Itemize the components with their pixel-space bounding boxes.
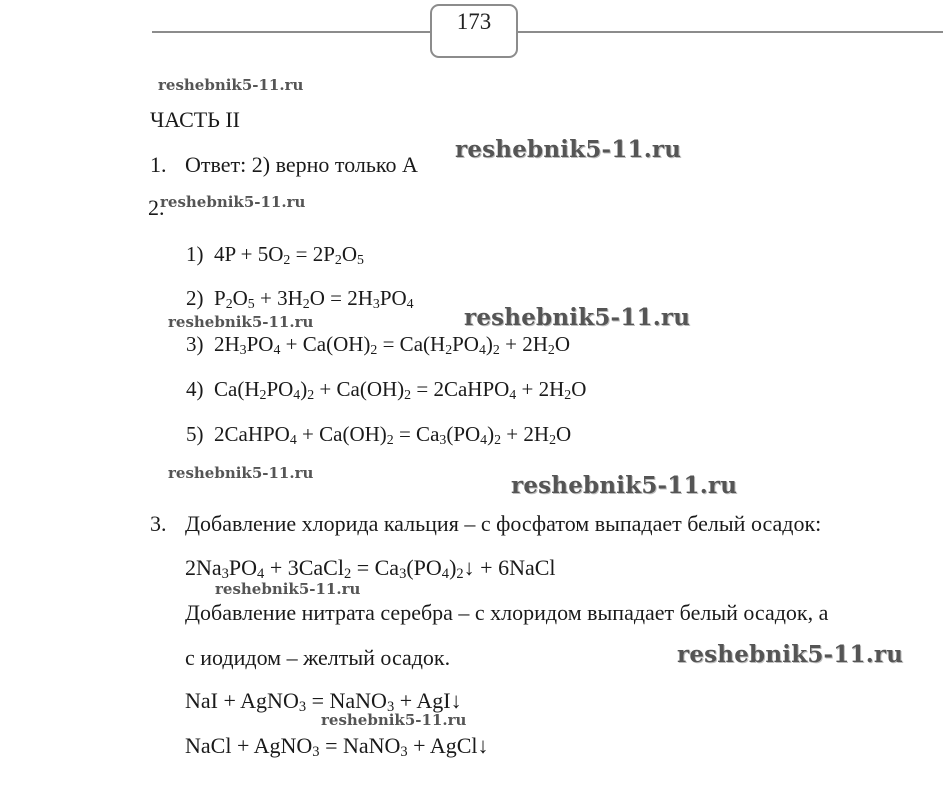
question-3-line-3: с иодидом – желтый осадок.: [185, 645, 451, 670]
watermark: reshebnik5-11.ru: [168, 313, 314, 331]
equation-silver-iodide: NaI + AgNO$_3$ = NaNO$_3$ + AgI↓: [185, 688, 462, 716]
watermark: reshebnik5-11.ru: [511, 472, 738, 499]
header-rule-right: [518, 31, 943, 33]
question-3-number: 3.: [150, 511, 167, 536]
question-1-number: 1.: [150, 152, 167, 177]
reaction-3: 3) $2H_3PO_4 + Ca(OH)_2 = Ca(H_2PO_4)_2 + 2H_2O$: [186, 332, 570, 358]
page-number: 173: [456, 9, 492, 34]
reaction-2: 2) $P_2O_5 + 3H_2O = 2H_3PO_4$: [186, 286, 414, 312]
reaction-number: 2): [186, 286, 204, 310]
watermark: reshebnik5-11.ru: [215, 580, 361, 598]
question-1-answer: Ответ: 2) верно только А: [185, 152, 418, 177]
question-2-number: 2.: [148, 195, 165, 220]
question-3-line-1: Добавление хлорида кальция – с фосфатом выпадает белый осадок:: [185, 511, 822, 536]
watermark: reshebnik5-11.ru: [677, 641, 904, 668]
watermark: reshebnik5-11.ru: [321, 711, 467, 729]
watermark: reshebnik5-11.ru: [160, 193, 306, 211]
reaction-5: 5) 2CaHPO$_4$ + $Ca(OH)_2 = Ca_3(PO_4)_2 + 2H_2O$: [186, 422, 572, 448]
header-rule-left: [152, 31, 430, 33]
watermark: reshebnik5-11.ru: [158, 76, 304, 94]
reaction-number: 4): [186, 377, 204, 401]
reaction-number: 5): [186, 422, 204, 446]
reaction-number: 1): [186, 242, 204, 266]
reaction-1: 1) $4P + 5O_2 = 2P_2O_5$: [186, 242, 364, 268]
reaction-4: 4) $Ca(H_2PO_4)_2 + Ca(OH)_2$ = 2CaHPO$_4$ + $2H_2O$: [186, 377, 587, 403]
equation-calcium-phosphate: $2Na_3PO_4$ + 3CaCl$_2$ = $Ca_3(PO_4)_2↓$ + 6NaCl: [185, 555, 556, 583]
equation-silver-chloride: NaCl + AgNO$_3$ = NaNO$_3$ + AgCl↓: [185, 733, 489, 761]
section-title: ЧАСТЬ II: [150, 107, 240, 132]
watermark: reshebnik5-11.ru: [455, 136, 682, 163]
reaction-number: 3): [186, 332, 204, 356]
watermark: reshebnik5-11.ru: [168, 464, 314, 482]
watermark: reshebnik5-11.ru: [464, 304, 691, 331]
question-3-line-2: Добавление нитрата серебра – с хлоридом выпадает белый осадок, а: [185, 600, 829, 625]
